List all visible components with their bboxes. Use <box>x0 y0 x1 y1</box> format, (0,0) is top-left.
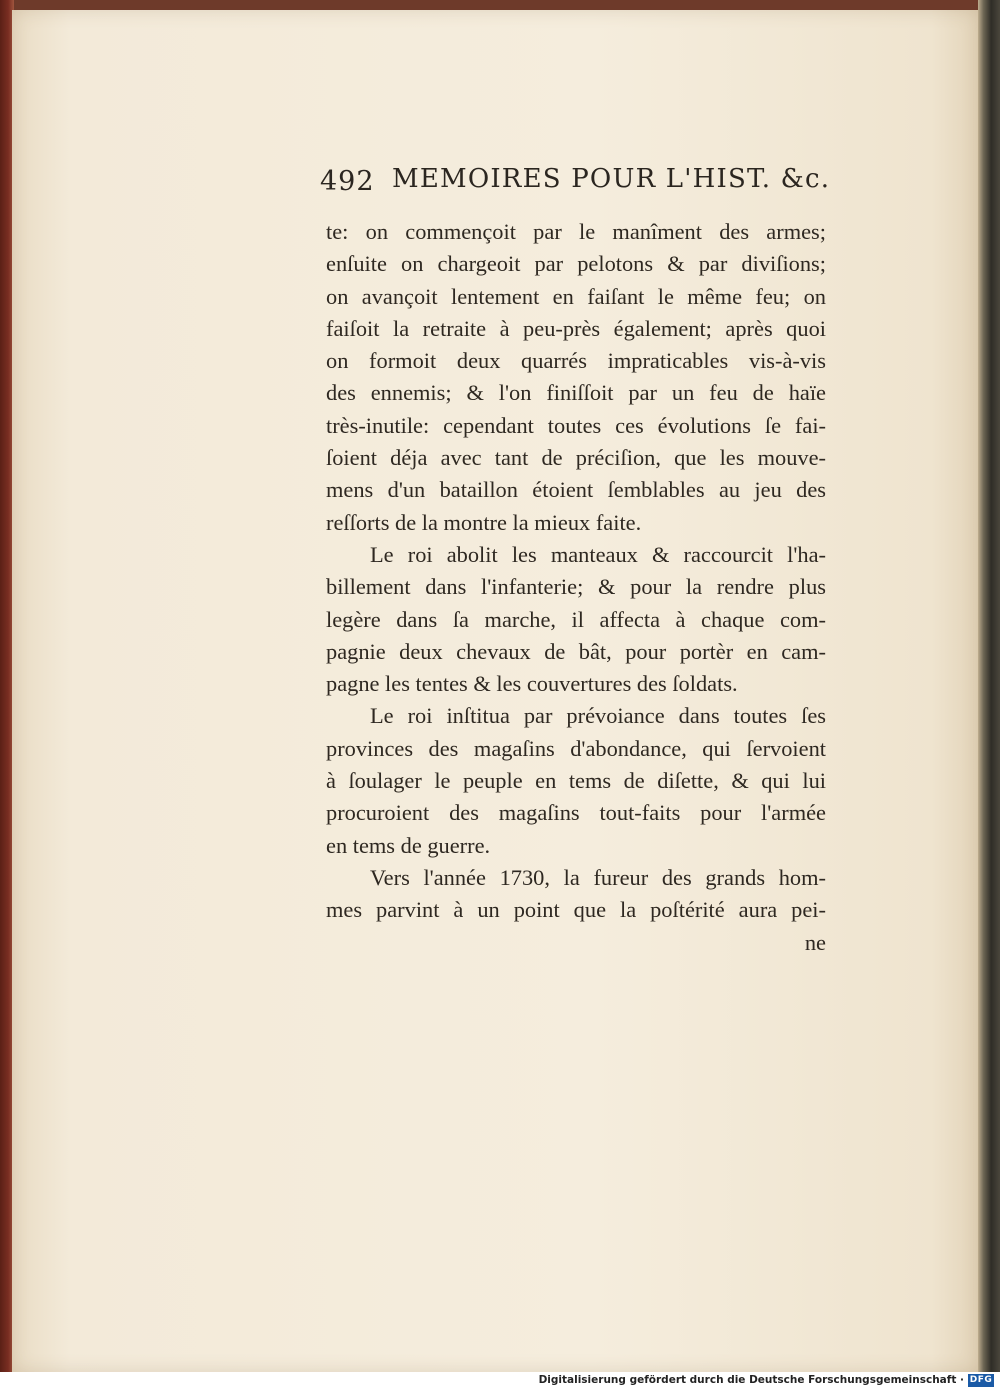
page-number: 492 <box>320 166 375 197</box>
text-line: enſuite on chargeoit par pelotons & par diviſions; <box>326 251 826 277</box>
text-line: reſſorts de la montre la mieux faite. <box>326 509 642 535</box>
text-line: te: on commençoit par le manîment des armes; <box>326 219 826 244</box>
catchword: ne <box>804 929 826 955</box>
text-line: des ennemis; & l'on finiſſoit par un feu de haïe <box>326 380 826 406</box>
dfg-logo: DFG <box>969 1375 993 1385</box>
body-text <box>326 216 826 959</box>
text-line: on avançoit lentement en faiſant le même feu; on <box>326 283 826 309</box>
text-line: à ſoulager le peuple en tems de diſette, & qui lui <box>326 768 826 794</box>
page-header <box>320 160 831 204</box>
text-line: Le roi inſtitua par prévoiance dans toutes ſes <box>370 703 826 729</box>
text-line: Vers l'année 1730, la fureur des grands hom- <box>370 864 826 890</box>
text-line: billement dans l'infanterie; & pour la rendre plus <box>326 574 826 600</box>
text-line: mens d'un bataillon étoient ſemblables au jeu des <box>326 477 826 503</box>
text-line: provinces des magaſins d'abondance, qui ſervoient <box>326 735 826 761</box>
text-line: mes parvint à un point que la poſtérité aura pei- <box>326 897 826 923</box>
text-line: Le roi abolit les manteaux & raccourcit l'ha- <box>370 541 826 567</box>
text-line: pagne les tentes & les couvertures des ſoldats. <box>326 671 738 697</box>
text-line: pagnie deux chevaux de bât, pour portèr en cam- <box>326 638 826 664</box>
digitization-credit: Digitalisierung gefördert durch die Deutsche Forschungsgemeinschaft · <box>538 1374 964 1386</box>
footer-bar <box>0 1372 1000 1389</box>
text-line: procuroient des magaſins tout-faits pour l'armée <box>326 800 826 826</box>
book-gutter-edge <box>978 0 1000 1372</box>
text-line: on formoit deux quarrés impraticables vis-à-vis <box>326 348 826 374</box>
text-line: legère dans ſa marche, il affecta à chaque com- <box>326 606 826 632</box>
text-line: ſoient déja avec tant de préciſion, que les mouve- <box>326 445 826 471</box>
text-line: faiſoit la retraite à peu-près également; après quoi <box>326 315 826 341</box>
running-title: MEMOIRES POUR L'HIST. &c. <box>392 164 831 194</box>
text-line: en tems de guerre. <box>326 832 491 858</box>
text-line: très-inutile: cependant toutes ces évolutions ſe fai- <box>326 412 826 438</box>
